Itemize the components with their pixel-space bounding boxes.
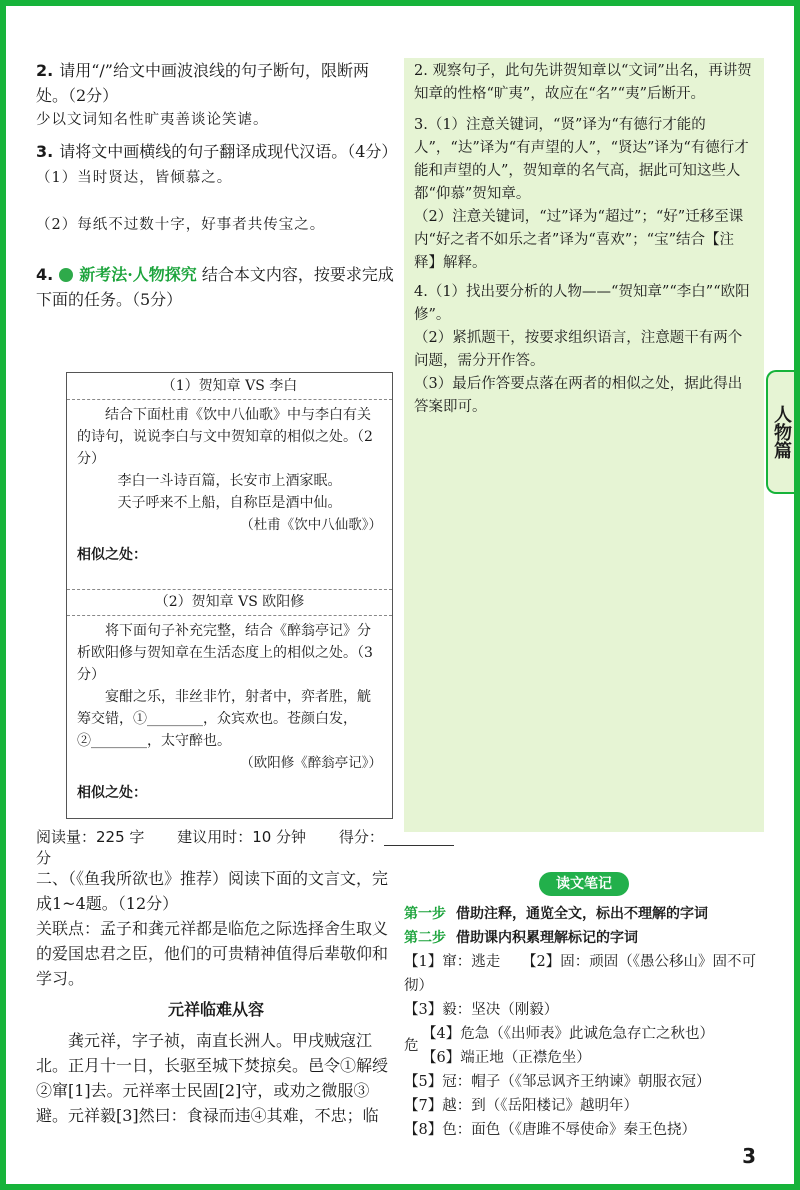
reading-count: 阅读量：225 字 bbox=[36, 828, 145, 846]
similarity-label: 相似之处： bbox=[77, 547, 147, 563]
passage-title: 元祥临难从容 bbox=[167, 1000, 264, 1019]
notes-badge: 读文笔记 bbox=[539, 872, 629, 896]
side-tab: 人物篇 bbox=[766, 370, 794, 494]
task-box bbox=[66, 372, 393, 819]
task-1-heading: （1）贺知章 VS 李白 bbox=[67, 373, 392, 400]
passage-body: 龚元祥，字子祯，南直长洲人。甲戌贼寇江北。正月十一日，长驱至城下焚掠矣。邑令①解绶②窜[1]去。元祥率士民固[2]守，或劝之微服③避。元祥毅[3]然曰：食禄而违④其难，不忠；临 bbox=[36, 1031, 389, 1125]
task-1 bbox=[67, 400, 392, 570]
question-3 bbox=[36, 139, 398, 238]
task-2-text: 将下面句子补充完整，结合《醉翁亭记》分析欧阳修与贺知章在生活态度上的相似之处。（3分） bbox=[77, 623, 373, 683]
answer-panel bbox=[404, 58, 764, 832]
note-item: 【3】毅：坚决（刚毅） bbox=[404, 1002, 559, 1018]
lightbulb-icon bbox=[59, 268, 73, 282]
question-number: 4. bbox=[36, 265, 54, 284]
questions-column bbox=[36, 58, 398, 318]
note-item: 【7】越：到（《岳阳楼记》越明年） bbox=[404, 1098, 638, 1114]
section-2 bbox=[36, 866, 396, 1128]
answer-3-1: 3.（1）注意关键词，“贤”译为“有德行才能的人”，“达”译为“有声望的人”，“贤达”译为“有德行才能和声望的人”，贺知章的名气高，据此可知这些人都“仰慕”贺知章。 bbox=[414, 117, 749, 202]
step-2: 第二步 借助课内积累理解标记的字词 bbox=[404, 930, 638, 946]
score-blank[interactable] bbox=[384, 829, 454, 846]
task-2 bbox=[67, 589, 392, 808]
answer-4-1: 4.（1）找出要分析的人物——“贺知章”“李白”“欧阳修”。 bbox=[414, 284, 750, 323]
task-1-text: 结合下面杜甫《饮中八仙歌》中与李白有关的诗句，说说李白与文中贺知章的相似之处。（2分） bbox=[77, 407, 373, 467]
answer-4-2: （2）紧抓题干，按要求组织语言，注意题干有两个问题，需分开作答。 bbox=[414, 330, 743, 369]
task-2-passage: 宴酣之乐，非丝非竹，射者中，弈者胜，觥筹交错，①________，众宾欢也。苍颜白发，②________，太守醉也。 bbox=[77, 689, 371, 749]
question-text: 请用“/”给文中画波浪线的句子断句，限断两处。（2分） bbox=[36, 61, 369, 105]
section-2-heading: 二、（《鱼我所欲也》推荐）阅读下面的文言文，完成1~4题。（12分） bbox=[36, 869, 389, 913]
poem-line-1: 李白一斗诗百篇，长安市上酒家眠。 bbox=[117, 473, 342, 489]
answer-1: （1）当时贤达，皆倾慕之。 bbox=[36, 170, 233, 186]
poem-source: （杜甫《饮中八仙歌》） bbox=[240, 517, 382, 533]
score-unit: 分 bbox=[36, 849, 52, 867]
answer-3-2: （2）注意关键词，“过”译为“超过”；“好”迁移至课内“好之者不如乐之者”译为“喜欢”；“宝”结合【注释】解释。 bbox=[414, 209, 744, 271]
score-label: 得分： bbox=[338, 828, 384, 846]
question-answer: 少以文词知名性旷夷善谈论笑谑。 bbox=[36, 112, 269, 128]
note-item: 【1】窜：逃走 【2】固：顽固（《愚公移山》固不可彻） bbox=[404, 954, 756, 994]
question-number: 2. bbox=[36, 61, 54, 80]
task-2-heading: （2）贺知章 VS 欧阳修 bbox=[67, 589, 392, 616]
question-tag: 新考法·人物探究 bbox=[79, 265, 197, 284]
reading-bar bbox=[36, 826, 506, 868]
answer-2: （2）每纸不过数十字，好事者共传宝之。 bbox=[36, 217, 326, 233]
note-item: 【4】危急（《出师表》此诚危急存亡之秋也） bbox=[422, 1026, 714, 1042]
similarity-label-2: 相似之处： bbox=[77, 785, 147, 801]
question-number: 3. bbox=[36, 142, 54, 161]
step-1: 第一步 借助注释，通览全文，标出不理解的字词 bbox=[404, 906, 708, 922]
poem-line-2: 天子呼来不上船，自称臣是酒中仙。 bbox=[117, 495, 342, 511]
link-point: 关联点：孟子和龚元祥都是临危之际选择舍生取义的爱国忠君之臣，他们的可贵精神值得后辈敬仰和学习。 bbox=[36, 919, 389, 988]
note-group-wei bbox=[404, 1022, 764, 1070]
answer-4-3: （3）最后作答要点落在两者的相似之处，据此得出答案即可。 bbox=[414, 376, 743, 415]
suggested-time: 建议用时：10 分钟 bbox=[177, 828, 307, 846]
passage-source: （欧阳修《醉翁亭记》） bbox=[240, 755, 382, 771]
reading-notes bbox=[404, 872, 764, 1142]
answer-2: 2. 观察句子，此句先讲贺知章以“文词”出名，再讲贺知章的性格“旷夷”，故应在“名”“夷”后断开。 bbox=[414, 63, 752, 102]
question-2 bbox=[36, 58, 398, 133]
page-number: 3 bbox=[742, 1144, 756, 1168]
question-4 bbox=[36, 262, 398, 312]
note-item: 【8】色：面色（《唐雎不辱使命》秦王色挠） bbox=[404, 1122, 696, 1138]
question-text: 请将文中画横线的句子翻译成现代汉语。（4分） bbox=[59, 142, 398, 161]
note-char-wei: 危 bbox=[404, 1038, 419, 1054]
note-item: 【5】冠：帽子（《邹忌讽齐王纳谏》朝服衣冠） bbox=[404, 1074, 711, 1090]
note-item: 【6】端正地（正襟危坐） bbox=[422, 1050, 591, 1066]
question-text: 结合本文内容，按要求完成下面的任务。（5分） bbox=[36, 265, 394, 309]
